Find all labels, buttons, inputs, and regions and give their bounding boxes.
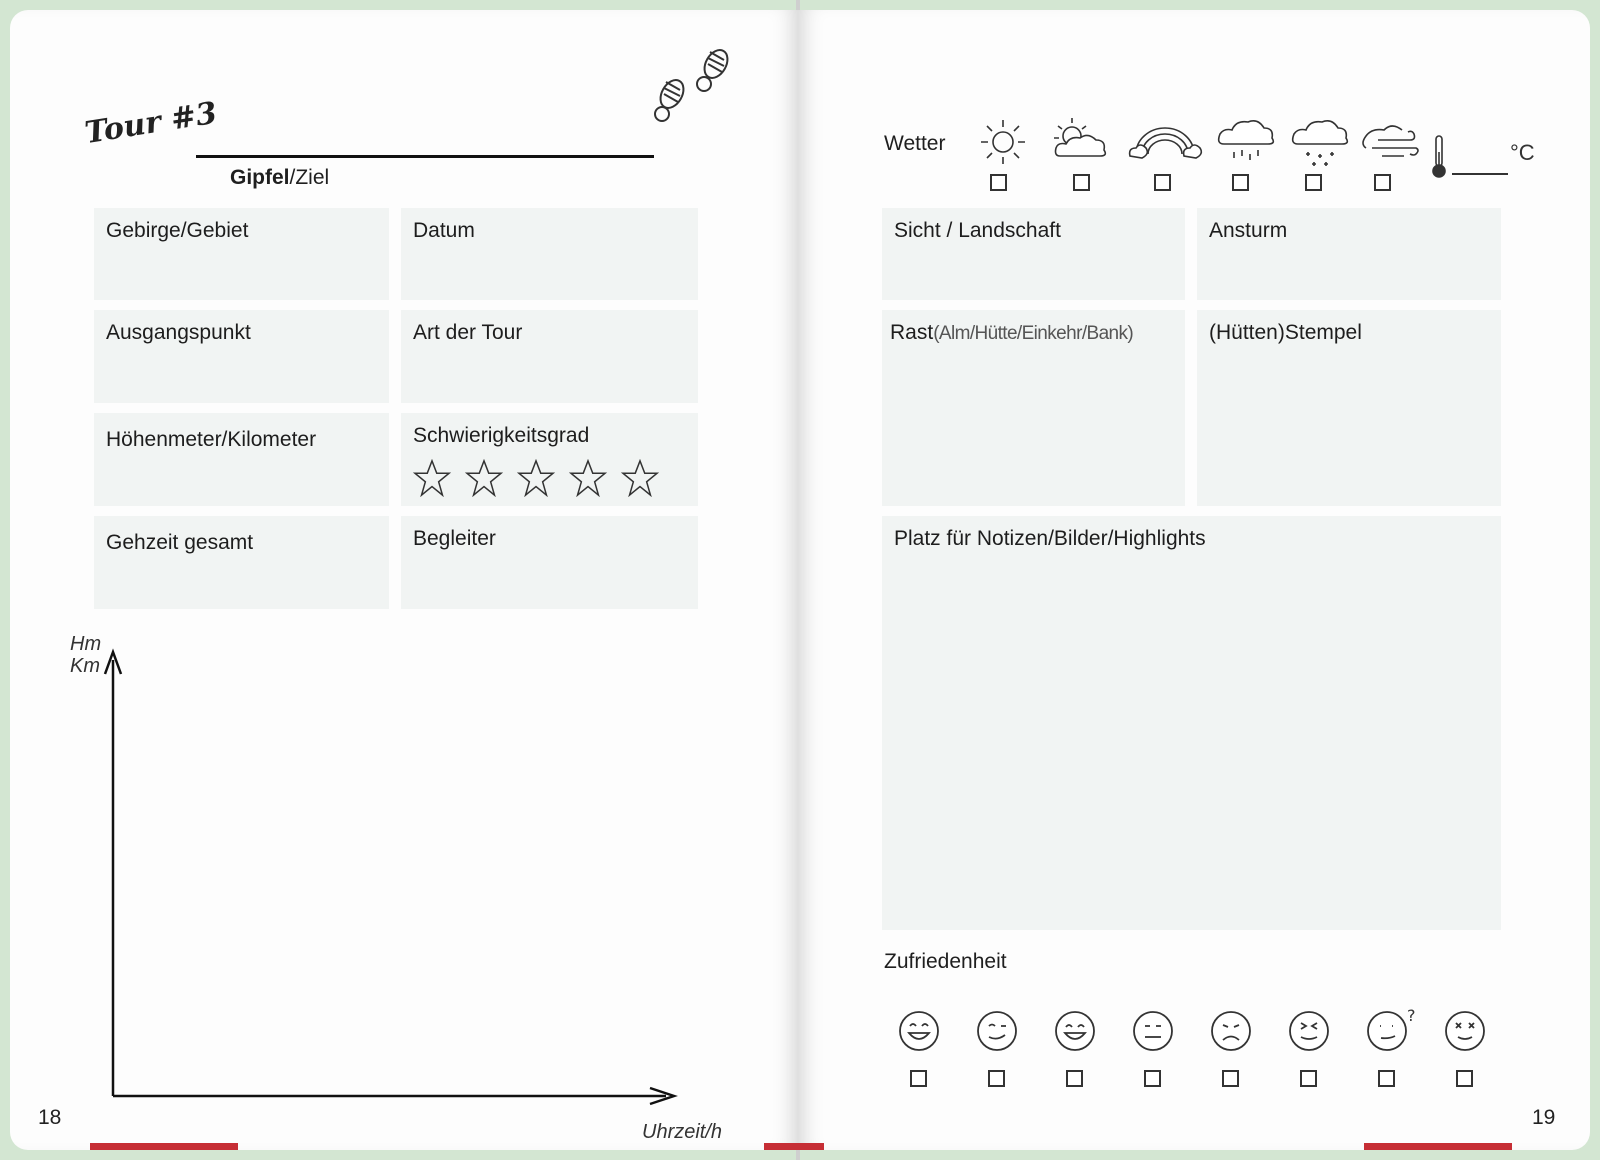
- field-label: Ausgangspunkt: [106, 321, 251, 344]
- weather-checkbox-sun-cloud[interactable]: [1073, 174, 1090, 191]
- field-label: Platz für Notizen/Bilder/Highlights: [894, 527, 1206, 550]
- weather-checkbox-snow[interactable]: [1305, 174, 1322, 191]
- neutral-face-icon: [1124, 1005, 1182, 1057]
- sun-cloud-icon: [1048, 114, 1112, 166]
- left-page: [10, 10, 798, 1150]
- field-rast[interactable]: [882, 310, 1185, 506]
- field-label: (Hütten)Stempel: [1209, 321, 1362, 344]
- dizzy-face-icon: [1436, 1005, 1494, 1057]
- field-label: Ansturm: [1209, 219, 1288, 242]
- wind-icon: [1358, 114, 1422, 166]
- mood-checkbox[interactable]: [1378, 1070, 1395, 1087]
- x-axis-label: Uhrzeit/h: [642, 1121, 723, 1143]
- field-label: Sicht / Landschaft: [894, 219, 1061, 242]
- bottom-bookmark-bar: [1364, 1143, 1512, 1150]
- field-label: Höhenmeter/Kilometer: [106, 428, 317, 451]
- weather-checkbox-wind[interactable]: [1374, 174, 1391, 191]
- squinting-face-icon: [1280, 1005, 1338, 1057]
- y-axis-label-km: Km: [70, 655, 100, 677]
- weather-checkbox-sun[interactable]: [990, 174, 1007, 191]
- field-label-extra: (Alm/Hütte/Einkehr/Bank): [933, 323, 1134, 344]
- right-page: [798, 10, 1590, 1150]
- y-axis-label-hm: Hm: [70, 633, 102, 655]
- svg-text:?: ?: [1407, 1006, 1416, 1025]
- mood-checkbox[interactable]: [1066, 1070, 1083, 1087]
- grinning-face-icon: [1046, 1005, 1104, 1057]
- weather-checkbox-rain[interactable]: [1232, 174, 1249, 191]
- rain-icon: [1214, 114, 1278, 170]
- mood-checkbox[interactable]: [1144, 1070, 1161, 1087]
- rainbow-icon: [1126, 114, 1204, 166]
- sad-face-icon: [1202, 1005, 1260, 1057]
- bottom-bookmark-bar: [90, 1143, 238, 1150]
- field-ansturm[interactable]: [1197, 208, 1501, 300]
- field-label: Schwierigkeitsgrad: [413, 424, 590, 447]
- elevation-graph[interactable]: [10, 10, 798, 1150]
- field-label: Gebirge/Gebiet: [106, 219, 249, 242]
- field-label: Art der Tour: [413, 321, 523, 344]
- field-label: Datum: [413, 219, 475, 242]
- weather-label: Wetter: [884, 132, 946, 155]
- mood-checkbox[interactable]: [1222, 1070, 1239, 1087]
- temperature-write-line[interactable]: [1452, 173, 1508, 175]
- weather-checkbox-rainbow[interactable]: [1154, 174, 1171, 191]
- page-title: Tour #3: [82, 95, 220, 151]
- summit-label: Gipfel/Ziel: [230, 166, 330, 189]
- laughing-face-icon: [890, 1005, 948, 1057]
- mood-checkbox[interactable]: [910, 1070, 927, 1087]
- page-number-right: 19: [1532, 1106, 1556, 1129]
- field-stempel[interactable]: [1197, 310, 1501, 506]
- confused-face-icon: [1358, 1005, 1416, 1057]
- mood-checkbox[interactable]: [1456, 1070, 1473, 1087]
- bottom-bookmark-bar: [798, 1143, 824, 1150]
- satisfaction-label: Zufriedenheit: [884, 950, 1007, 973]
- field-label: Begleiter: [413, 527, 496, 550]
- sun-icon: [974, 114, 1032, 166]
- field-sicht[interactable]: [882, 208, 1185, 300]
- winking-face-icon: [968, 1005, 1026, 1057]
- field-notizen[interactable]: [882, 516, 1501, 930]
- field-label: Gehzeit gesamt: [106, 531, 254, 554]
- field-label: Rast: [890, 321, 934, 344]
- page-number-left: 18: [38, 1106, 62, 1129]
- mood-checkbox[interactable]: [988, 1070, 1005, 1087]
- mood-checkbox[interactable]: [1300, 1070, 1317, 1087]
- snow-icon: [1288, 114, 1352, 172]
- thermometer-icon: [1428, 134, 1450, 180]
- temperature-unit: °C: [1510, 140, 1535, 165]
- bottom-bookmark-bar: [764, 1143, 798, 1150]
